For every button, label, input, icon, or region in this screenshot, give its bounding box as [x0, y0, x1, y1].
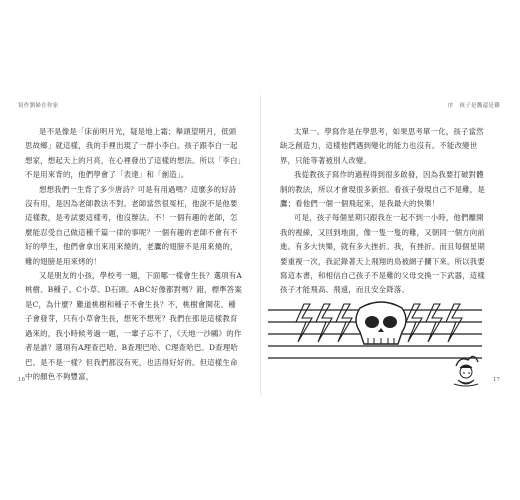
left-paragraph-3: 又是朋友的小孩，學校考一題，下面哪一樣會生長？選項有A桃樹、B種子、C小草、D石頭。ABC好像都對嗎？錯，標準答案是C，為什麼？難道桃樹和種子不會生長？不，桃樹會開花、種子會發芽，只有小草會生長，想死不想死？我們在那是這樣教育過來的，我小時候考過一題，一輩子忘不了，《天地一沙鷗》的作者是誰？選項有A理查巴哈、B查理巴哈、C理查哈巴、D查理哈巴。是不是一樣？但我們都沒有死，也活得好好的。但這樣生命中的顏色不夠豐富，: [25, 271, 242, 381]
right-paragraph-3: 可是，孩子每個星期只跟我在一起不到一小時，他們離開我的視線，又回到地面，像一隻一隻的雞，又朝同一個方向前進。有多大快樂，就有多大挫折。我，有挫折。而且每個星期要重複一次，我記錄著天上飛翔的鳥被網子攔下來。所以我要寫這本書，和相信自己孩子不是雞的父母交換一下武器，這樣孩子才能飛高、飛遠，而且安全降落。: [280, 213, 485, 295]
right-paragraph-2: 我從教孩子寫作的過程得到很多啟發，因為我要打破對體制的教法，所以才會現很多新招。看孩子發現自己不是雞，是鷹；看他們一個一個飛起來，是我最大的快樂！: [280, 170, 485, 209]
skull-icon: [356, 302, 406, 344]
left-page-text: [25, 125, 243, 384]
left-running-head: 寫作劉婦在你家: [18, 103, 59, 109]
left-page-number: 16: [18, 377, 25, 383]
right-page-text: [280, 125, 490, 298]
right-page-number: 17: [493, 377, 500, 383]
crying-child-icon: [454, 356, 478, 386]
book-gutter: [260, 95, 261, 395]
left-paragraph-1: 是不是像是「床前明月光，疑是地上霜；舉頭望明月，低頭思故鄉」就這樣，我的手裡出現了一群小李白。孩子跟李白一起想家，想起天上的月亮，在心裡發出了這樣的想法。所以「李白」不是用來背的，他們學會了「表達」和「創造」。: [25, 127, 242, 180]
right-paragraph-1: 太單一。學寫作是在學思考，如果思考單一化，孩子當然缺乏創造力，這樣他們遇到變化的能力也沒有。不能改變世界，只能等著被別人改變。: [280, 127, 484, 165]
right-running-head: 序 孩子是鷹還是雞: [447, 103, 500, 109]
skull-lightning-illustration: [268, 300, 500, 390]
left-paragraph-2: 想想我們一生背了多少唐詩？可是有用過嗎？這麼多的好詩沒有用，是因為老師教法不對。老師當然很冤枉，他說不是他要這樣教，是考試要這樣考，他沒辦法。不！一個有趣的老師，怎麼能忍受自己做這種千篇一律的事呢？一個有趣的老師不會有不好的學生，他們會拿出來用來燒的，老鷹的翅膀不是用來燒的，雞的翅膀是用來烤的！: [25, 184, 238, 266]
